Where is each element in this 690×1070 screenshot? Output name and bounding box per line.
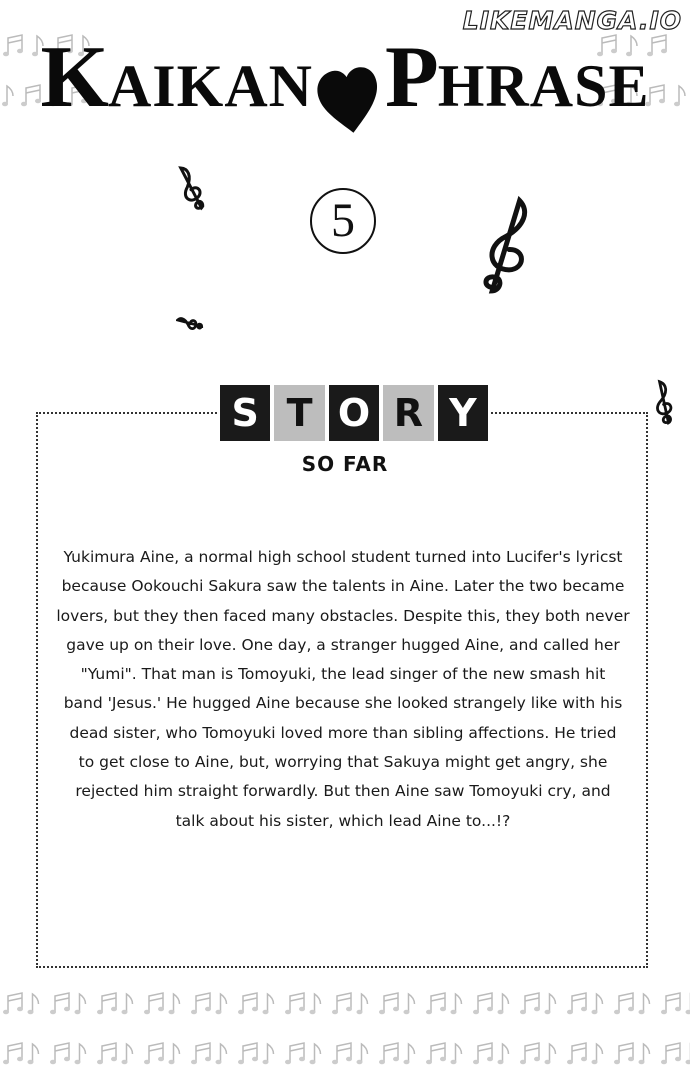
summary-line: to get close to Aine, but, worrying that Sakuya might get angry, she xyxy=(78,753,608,772)
music-note-icon xyxy=(545,994,556,1014)
treble-clef-icon xyxy=(648,376,682,428)
music-note-icon xyxy=(614,1043,634,1064)
summary-line: rejected him straight forwardly. But then Aine saw Tomoyuki cry, and xyxy=(75,782,611,801)
music-note-icon xyxy=(686,1044,690,1064)
music-note-icon xyxy=(191,993,211,1014)
music-note-icon xyxy=(404,994,415,1014)
music-note-icon xyxy=(473,1043,493,1064)
music-note-icon xyxy=(122,1044,133,1064)
treble-clef-icon xyxy=(474,190,550,302)
music-note-icon xyxy=(332,993,352,1014)
story-letter: T xyxy=(274,385,324,441)
title-word-kaikan: AIKAN xyxy=(107,53,313,119)
music-note-icon xyxy=(50,993,70,1014)
music-note-icon xyxy=(567,1043,587,1064)
music-note-icon xyxy=(216,994,227,1014)
music-note-icon xyxy=(144,1043,164,1064)
music-note-icon xyxy=(404,1044,415,1064)
music-note-icon xyxy=(332,1043,352,1064)
site-watermark: LIKEMANGA.IO xyxy=(462,6,682,35)
story-subtitle: SO FAR xyxy=(301,452,389,476)
music-note-icon xyxy=(97,1043,117,1064)
summary-line: band 'Jesus.' He hugged Aine because she looked strangely like with his xyxy=(63,694,623,713)
music-note-icon xyxy=(191,1043,211,1064)
title-initial-k: K xyxy=(40,29,108,126)
music-note-icon xyxy=(592,994,603,1014)
manga-title xyxy=(0,29,690,137)
music-note-icon xyxy=(357,994,368,1014)
music-note-icon xyxy=(379,1043,399,1064)
title-initial-p: P xyxy=(384,29,438,126)
music-note-icon xyxy=(614,993,634,1014)
music-note-icon xyxy=(567,993,587,1014)
summary-line: because Ookouchi Sakura saw the talents in Aine. Later the two became xyxy=(61,577,625,596)
music-note-icon xyxy=(379,993,399,1014)
music-note-icon xyxy=(75,994,86,1014)
music-note-icon xyxy=(122,994,133,1014)
music-note-icon xyxy=(426,993,446,1014)
music-note-icon xyxy=(451,1044,462,1064)
music-note-icon xyxy=(28,994,39,1014)
music-note-icon xyxy=(545,1044,556,1064)
story-letter: O xyxy=(329,385,379,441)
music-note-icon xyxy=(473,993,493,1014)
music-note-icon xyxy=(169,994,180,1014)
music-note-icon xyxy=(263,994,274,1014)
music-note-icon xyxy=(50,1043,70,1064)
music-note-icon xyxy=(3,993,23,1014)
music-note-icon xyxy=(144,993,164,1014)
music-note-icon xyxy=(661,993,681,1014)
summary-line: lovers, but they then faced many obstacles. Despite this, they both never xyxy=(56,606,630,625)
music-note-icon xyxy=(661,1043,681,1064)
story-banner xyxy=(218,385,490,441)
volume-number: 5 xyxy=(310,188,376,254)
story-letter: R xyxy=(383,385,433,441)
music-note-icon xyxy=(3,1043,23,1064)
story-letter: Y xyxy=(438,385,488,441)
music-note-icon xyxy=(263,1044,274,1064)
music-note-icon xyxy=(216,1044,227,1064)
music-note-icon xyxy=(285,1043,305,1064)
treble-clef-icon xyxy=(176,298,232,332)
music-note-icon xyxy=(310,994,321,1014)
music-note-icon xyxy=(238,993,258,1014)
story-summary xyxy=(48,543,638,836)
summary-line: "Yumi". That man is Tomoyuki, the lead singer of the new smash hit xyxy=(80,665,606,684)
music-note-icon xyxy=(592,1044,603,1064)
music-note-icon xyxy=(520,1043,540,1064)
summary-line: talk about his sister, which lead Aine to...!? xyxy=(175,811,511,830)
music-note-icon xyxy=(686,994,690,1014)
story-letter: S xyxy=(220,385,270,441)
music-note-icon xyxy=(238,1043,258,1064)
music-note-icon xyxy=(498,1044,509,1064)
music-note-icon xyxy=(520,993,540,1014)
music-note-icon xyxy=(639,1044,650,1064)
music-note-icon xyxy=(426,1043,446,1064)
music-note-icon xyxy=(451,994,462,1014)
music-note-icon xyxy=(75,1044,86,1064)
summary-line: gave up on their love. One day, a stranger hugged Aine, and called her xyxy=(66,635,620,654)
summary-line: Yukimura Aine, a normal high school student turned into Lucifer's lyricst xyxy=(63,548,623,566)
summary-line: dead sister, who Tomoyuki loved more than sibling affections. He tried xyxy=(69,723,617,742)
heart-icon xyxy=(317,67,381,137)
music-note-icon xyxy=(97,993,117,1014)
music-note-icon xyxy=(639,994,650,1014)
bottom-music-notes-band xyxy=(0,988,690,1070)
music-note-icon xyxy=(357,1044,368,1064)
music-note-icon xyxy=(169,1044,180,1064)
title-word-phrase: HRASE xyxy=(437,53,650,119)
music-note-icon xyxy=(285,993,305,1014)
treble-clef-icon xyxy=(170,160,210,216)
music-note-icon xyxy=(498,994,509,1014)
music-note-icon xyxy=(28,1044,39,1064)
music-note-icon xyxy=(310,1044,321,1064)
